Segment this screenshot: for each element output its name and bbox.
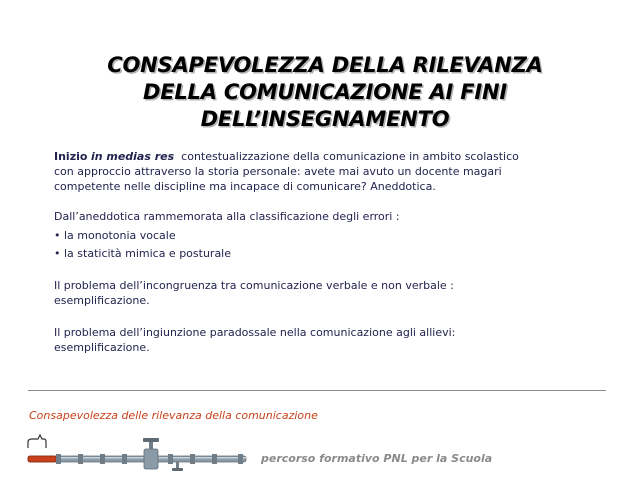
ingiunzione-paragraph	[54, 325, 574, 355]
list-item-label: la monotonia vocale	[64, 229, 176, 242]
intro-lead: Inizio	[54, 150, 88, 163]
valve-icon	[144, 449, 158, 469]
intro-line-2: con approccio attraverso la storia personale: avete mai avuto un docente magari	[54, 165, 502, 178]
footer-subtitle: percorso formativo PNL per la Scuola	[261, 452, 493, 465]
intro-emphasis: in medias res	[90, 150, 175, 163]
slide-body	[54, 149, 574, 355]
list-item	[54, 246, 574, 261]
error-list	[54, 228, 574, 261]
footer-divider	[28, 390, 606, 391]
intro-line-3: competente nelle discipline ma incapace di comunicare? Aneddotica.	[54, 180, 436, 193]
pipeline-logo-icon	[26, 432, 250, 472]
bullet-icon: •	[54, 229, 61, 242]
title-line-2: DELLA COMUNICAZIONE AI FINI	[142, 80, 508, 104]
title-line-3: DELL’INSEGNAMENTO	[200, 107, 450, 131]
incongruenza-paragraph	[54, 278, 574, 308]
intro-line-1-rest: contestualizzazione della comunicazione in ambito scolastico	[181, 150, 519, 163]
bracket-icon	[28, 435, 46, 448]
ingiunzione-line-1: Il problema dell’ingiunzione paradossale nella comunicazione agli allievi:	[54, 326, 456, 339]
ingiunzione-line-2: esemplificazione.	[54, 341, 150, 354]
title-line-1: CONSAPEVOLEZZA DELLA RILEVANZA	[107, 53, 543, 77]
bullet-icon: •	[54, 247, 61, 260]
list-item	[54, 228, 574, 243]
aneddotica-paragraph: Dall’aneddotica rammemorata alla classificazione degli errori :	[54, 210, 400, 223]
list-item-label: la staticità mimica e posturale	[64, 247, 232, 260]
footer-section-title: Consapevolezza delle rilevanza della comunicazione	[29, 409, 318, 422]
slide-title	[60, 52, 590, 133]
incongruenza-line-1: Il problema dell’incongruenza tra comunicazione verbale e non verbale :	[54, 279, 454, 292]
incongruenza-line-2: esemplificazione.	[54, 294, 150, 307]
intro-paragraph	[54, 149, 574, 194]
pipe-highlight	[28, 456, 56, 462]
